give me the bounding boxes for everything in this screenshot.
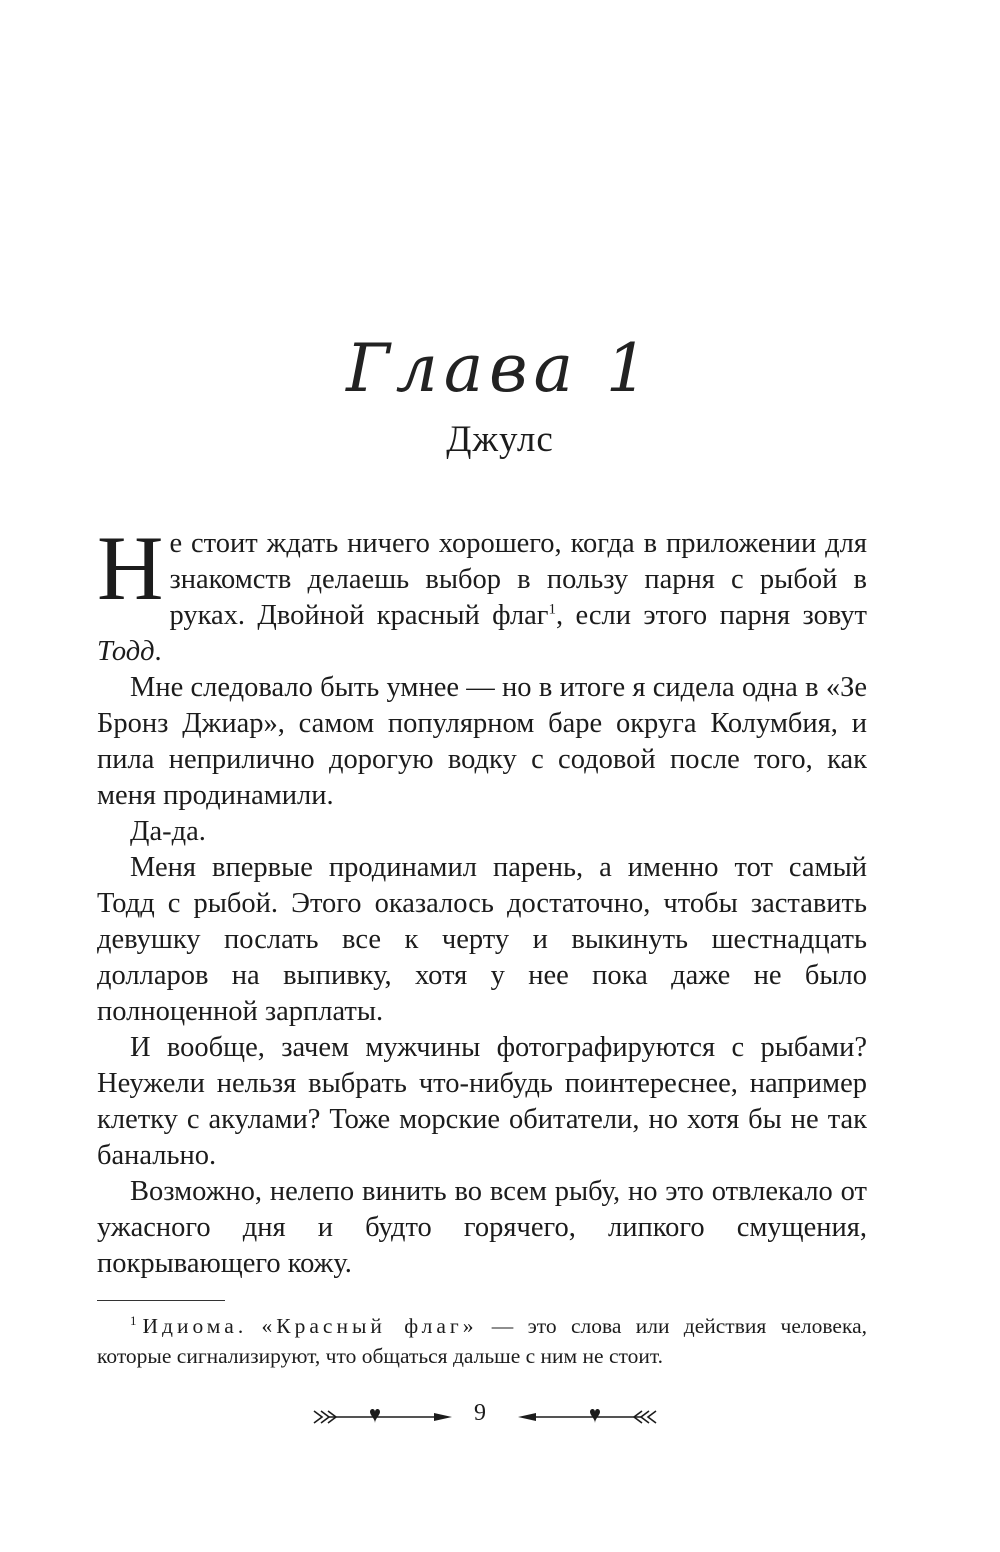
paragraph-1-text: Не стоит ждать ничего хорошего, когда в приложении для знакомств делаешь выбор в пользу парня с рыбой в руках. Двойной красный флаг [97,517,867,631]
arrow-heart-left-icon [312,1404,462,1430]
paragraph-1 [97,517,868,670]
paragraph: Мне следовало быть умнее — но в итоге я сидела одна в «Зе Бронз Джиар», самом популярном баре округа Колумбия, и пила неприлично дорогую водку с содовой после того, как меня продинамили. [97,672,867,811]
page-footer [0,1400,1000,1434]
paragraph-1-tail: , если этого парня зовут [556,600,868,631]
footnote [97,1306,867,1371]
paragraph: Да-да. [130,816,206,847]
paragraph-1-italic: Тодд [97,636,155,667]
page-number: 9 [474,1400,486,1426]
footnote-number: 1 [130,1313,137,1328]
chapter-name: Джулс [446,419,554,460]
paragraph: Возможно, нелепо винить во всем рыбу, но это отвлекало от ужасного дня и будто горячего, липкого смущения, покрывающего кожу. [97,1176,867,1279]
footnote-quote: «Красный флаг» [261,1314,478,1339]
footnote-divider [97,1300,225,1301]
paragraph: И вообще, зачем мужчины фотографируются с рыбами? Неужели нельзя выбрать что-нибудь поинтереснее, например клетку с акулами? Тоже морские обитатели, но хотя бы не так банально. [97,1032,867,1171]
body-text [97,517,868,1282]
paragraph: Меня впервые продинамил парень, а именно тот самый Тодд с рыбой. Этого оказалось достаточно, чтобы заставить девушку послать все к черту и выкинуть шестнадцать долларов на выпивку, хотя у нее пока даже не было полноценной зарплаты. [97,852,867,1027]
footnote-text: — это слова или действия человека, которые сигнализируют, что общаться дальше с ним не стоит. [97,1314,867,1369]
paragraph-1-end: . [154,636,162,667]
arrow-heart-right-icon [508,1404,658,1430]
footnote-term: Идиома. [142,1314,248,1339]
footnote-reference[interactable]: 1 [548,601,557,618]
chapter-title: Глава 1 [346,330,654,407]
